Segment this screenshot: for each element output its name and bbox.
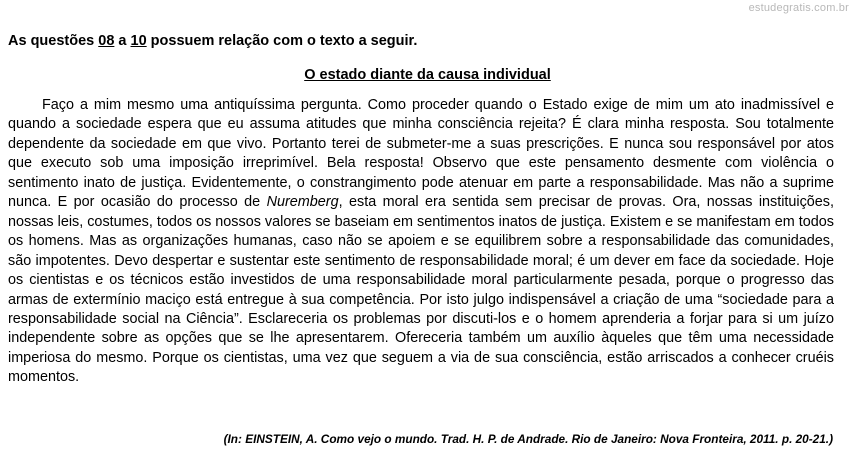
- question-end-number: 10: [130, 33, 147, 49]
- intro-middle: a: [114, 33, 131, 49]
- passage-italic-term: Nuremberg: [266, 194, 339, 211]
- intro-suffix: possuem relação com o texto a seguir.: [146, 33, 418, 49]
- question-intro: [8, 33, 417, 49]
- passage-part-1: Faço a mim mesmo uma antiquíssima pergunta. Como proceder quando o Estado exige de mim um ato inadmissível e quando a sociedade espera que eu assuma atitudes que minha consciência rejeita? É clara minha resposta. Sou totalmente dependente da sociedade em que vivo. Portanto terei de submeter-me a suas prescrições. E nunca sou responsável por atos que executo sob uma imposição irreprimível. Bela resposta! Observo que este pensamento desmente com violência o sentimento inato de justiça. Evidentemente, o constrangimento pode atenuar em parte a responsabilidade. Mas não a suprime nunca. E por ocasião do processo de: [8, 97, 834, 211]
- question-start-number: 08: [98, 33, 115, 49]
- source-citation: (In: EINSTEIN, A. Como vejo o mundo. Trad. H. P. de Andrade. Rio de Janeiro: Nova Fronteira, 2011. p. 20-21.): [223, 432, 833, 446]
- intro-prefix: As questões: [8, 33, 99, 49]
- site-watermark: estudegratis.com.br: [748, 2, 849, 14]
- passage-paragraph: [8, 96, 834, 388]
- text-title: O estado diante da causa individual: [304, 67, 551, 83]
- passage-part-2: , esta moral era sentida sem precisar de provas. Ora, nossas instituições, nossas leis, costumes, todos os nossos valores se baseiam em sentimentos inatos de justiça. Existem e se manifestam em todos os homens. Mas as organizações humanas, caso não se apoiem e se equilibrem sobre a responsabilidade das comunidades, são impotentes. Devo despertar e sustentar este sentimento de responsabilidade moral; é um dever em face da sociedade. Hoje os cientistas e os técnicos estão investidos de uma responsabilidade moral particularmente pesada, porque o progresso das armas de extermínio maciço está entregue à sua competência. Por isto julgo indispensável a criação de uma “sociedade para a responsabilidade social na Ciência”. Esclareceria os problemas por discuti-los e o homem aprenderia a forjar para si um juízo independente sobre as opções que se lhe apresentarem. Ofereceria também um auxílio àqueles que têm uma necessidade imperiosa do mesmo. Porque os cientistas, uma vez que seguem a via de sua consciência, estão arriscados a conhecer cruéis momentos.: [8, 194, 835, 386]
